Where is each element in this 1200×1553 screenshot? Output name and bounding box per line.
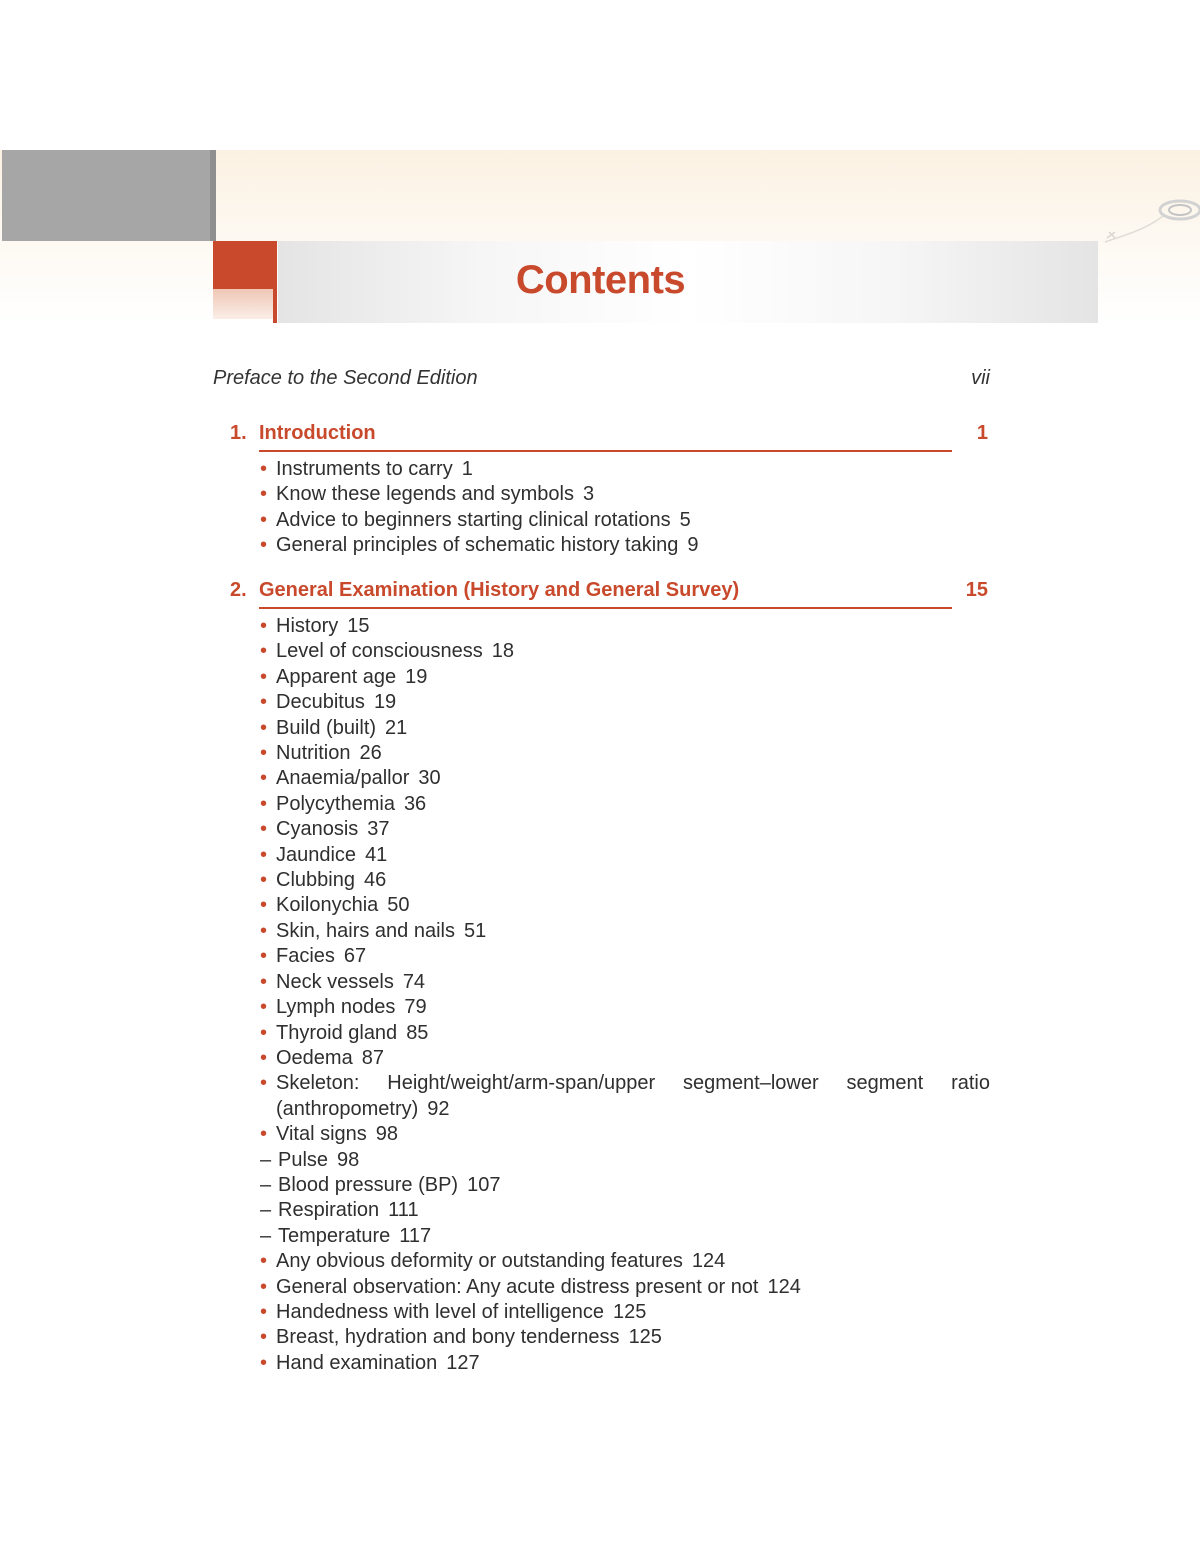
header-red-stem	[273, 289, 277, 323]
toc-item-page-number: 117	[399, 1224, 432, 1247]
toc-item	[260, 1046, 990, 1071]
toc-item-text: Jaundice	[276, 843, 357, 866]
toc-item-page-number: 92	[427, 1097, 450, 1120]
bullet-marker: •	[260, 508, 268, 531]
toc-item	[260, 970, 990, 995]
toc-subitem	[260, 1148, 990, 1173]
toc-item-text: Skeleton: Height/weight/arm-span/upper segment–lower segment ratio (anthropometry)	[276, 1072, 990, 1120]
toc-item	[260, 1275, 990, 1300]
toc-item-text: Polycythemia	[276, 792, 395, 815]
toc-item-text: General observation: Any acute distress present or not	[276, 1275, 759, 1298]
chapter-item-list	[260, 614, 990, 1376]
toc-item-text: Hand examination	[276, 1351, 438, 1374]
toc-item-page-number: 124	[691, 1250, 726, 1273]
bullet-marker: •	[260, 640, 268, 663]
toc-subitem	[260, 1173, 990, 1198]
toc-item-page-number: 125	[612, 1300, 647, 1323]
toc-item-page-number: 125	[628, 1326, 662, 1349]
toc-item-page-number: 46	[363, 869, 387, 892]
toc-item-text: Cyanosis	[276, 818, 359, 841]
bullet-marker: •	[260, 843, 268, 866]
toc-item-text: Blood pressure (BP)	[278, 1173, 459, 1196]
bullet-marker: •	[260, 919, 268, 942]
toc-item-page-number: 30	[418, 767, 441, 790]
bullet-marker: •	[260, 945, 268, 968]
toc-item	[260, 1351, 990, 1376]
bullet-marker: •	[260, 1326, 268, 1349]
toc-item-page-number: 87	[361, 1046, 384, 1069]
toc-item-text: Vital signs	[276, 1123, 367, 1146]
toc-item	[260, 741, 990, 766]
toc-item	[260, 893, 990, 918]
toc-item-page-number: 18	[491, 640, 515, 663]
toc-item	[260, 614, 990, 639]
bullet-marker: •	[260, 996, 268, 1019]
toc-item-page-number: 19	[405, 665, 428, 688]
toc-item	[260, 1325, 990, 1350]
bullet-marker: •	[260, 1046, 268, 1069]
toc-item	[260, 457, 990, 482]
bullet-marker: •	[260, 894, 268, 917]
toc-item-page-number: 98	[337, 1148, 360, 1171]
preface-page-number: vii	[971, 367, 990, 389]
toc-item	[260, 639, 990, 664]
toc-item-page-number: 21	[385, 716, 408, 739]
toc-item	[260, 690, 990, 715]
bullet-marker: •	[260, 1351, 268, 1374]
toc-item-text: Breast, hydration and bony tenderness	[276, 1326, 620, 1349]
toc-item	[260, 482, 990, 507]
toc-item	[260, 1071, 990, 1122]
chapter-heading	[230, 416, 990, 452]
chapter-item-list	[260, 457, 990, 559]
toc-item-text: Advice to beginners starting clinical rotations	[276, 508, 671, 531]
chapter-1	[230, 416, 990, 559]
toc-item	[260, 716, 990, 741]
toc-item	[260, 868, 990, 893]
toc-item	[260, 817, 990, 842]
bullet-marker: •	[260, 742, 268, 765]
toc-item-page-number: 3	[582, 483, 595, 506]
toc-item-page-number: 5	[679, 508, 691, 531]
toc-item	[260, 533, 990, 558]
dash-marker: –	[260, 1199, 272, 1222]
bullet-marker: •	[260, 1250, 268, 1273]
bullet-marker: •	[260, 818, 268, 841]
toc-item-page-number: 50	[387, 894, 410, 917]
toc-item-text: Level of consciousness	[276, 640, 483, 663]
toc-item-page-number: 51	[463, 919, 487, 942]
toc-item	[260, 843, 990, 868]
bullet-marker: •	[260, 716, 268, 739]
preface-title: Preface to the Second Edition	[213, 367, 478, 389]
toc-item-page-number: 19	[373, 691, 397, 714]
dash-marker: –	[260, 1173, 272, 1196]
toc-item	[260, 665, 990, 690]
toc-item-text: Facies	[276, 945, 335, 968]
toc-item-text: Temperature	[278, 1224, 391, 1247]
toc-item-text: Thyroid gland	[276, 1021, 398, 1044]
toc-item-text: Handedness with level of intelligence	[276, 1300, 604, 1323]
toc-item-page-number: 9	[687, 534, 699, 557]
toc-item-text: Clubbing	[276, 869, 355, 892]
toc-item-text: Build (built)	[276, 716, 377, 739]
toc-subitem	[260, 1198, 990, 1223]
toc-item-text: Pulse	[278, 1148, 329, 1171]
toc-item-page-number: 36	[403, 792, 427, 815]
toc-item	[260, 766, 990, 791]
toc-item-page-number: 127	[446, 1351, 480, 1374]
stethoscope-decoration-icon	[1095, 180, 1200, 250]
toc-subitem	[260, 1224, 990, 1249]
bullet-marker: •	[260, 792, 268, 815]
chapter-title: Introduction	[259, 422, 376, 444]
header-grey-block-edge	[210, 150, 216, 241]
bullet-marker: •	[260, 458, 268, 480]
chapter-page-number: 15	[965, 579, 988, 601]
toc-item	[260, 792, 990, 817]
toc-item-text: Skin, hairs and nails	[276, 919, 455, 942]
toc-item	[260, 508, 990, 533]
chapter-rule	[259, 450, 952, 452]
header-red-block	[213, 241, 277, 289]
toc-item	[260, 1122, 990, 1147]
toc-item-page-number: 85	[406, 1021, 429, 1044]
toc-item-text: History	[276, 615, 339, 637]
toc-item-text: Koilonychia	[276, 894, 379, 917]
dash-marker: –	[260, 1224, 272, 1247]
chapter-title: General Examination (History and General Survey)	[259, 579, 740, 601]
toc-item	[260, 1021, 990, 1046]
toc-item	[260, 1249, 990, 1274]
bullet-marker: •	[260, 1300, 268, 1323]
toc-item-text: Know these legends and symbols	[276, 483, 574, 506]
dash-marker: –	[260, 1148, 272, 1171]
toc-item-page-number: 1	[461, 458, 473, 480]
toc-item-page-number: 111	[388, 1199, 419, 1222]
chapter-2	[230, 573, 990, 1376]
bullet-marker: •	[260, 534, 268, 557]
chapter-number: 1.	[230, 422, 247, 444]
toc-item-text: Instruments to carry	[276, 458, 453, 480]
toc-item-text: General principles of schematic history taking	[276, 534, 679, 557]
toc-item-page-number: 98	[375, 1123, 399, 1146]
toc-item-text: Decubitus	[276, 691, 365, 714]
chapter-heading	[230, 573, 990, 609]
toc-item-page-number: 74	[402, 970, 426, 993]
bullet-marker: •	[260, 869, 268, 892]
toc-item-page-number: 79	[404, 996, 427, 1019]
toc-item-page-number: 15	[347, 615, 370, 637]
bullet-marker: •	[260, 665, 268, 688]
toc-item-page-number: 67	[343, 945, 367, 968]
toc-item-text: Apparent age	[276, 665, 397, 688]
toc-item-text: Neck vessels	[276, 970, 394, 993]
page-title: Contents	[515, 258, 686, 302]
chapter-page-number: 1	[976, 422, 988, 444]
toc-item-page-number: 37	[367, 818, 390, 841]
toc-item-text: Respiration	[278, 1199, 380, 1222]
bullet-marker: •	[260, 767, 268, 790]
bullet-marker: •	[260, 691, 268, 714]
bullet-marker: •	[260, 1123, 268, 1146]
toc-item-text: Oedema	[276, 1046, 353, 1069]
toc-item-text: Nutrition	[276, 742, 351, 765]
bullet-marker: •	[260, 1275, 268, 1298]
toc-item-text: Anaemia/pallor	[276, 767, 410, 790]
chapter-number: 2.	[230, 579, 247, 601]
bullet-marker: •	[260, 1021, 268, 1044]
toc-item-page-number: 107	[467, 1173, 501, 1196]
bullet-marker: •	[260, 483, 268, 506]
toc-item-text: Any obvious deformity or outstanding features	[276, 1250, 683, 1273]
toc-item	[260, 1300, 990, 1325]
toc-item	[260, 944, 990, 969]
header-red-fade	[213, 289, 277, 319]
toc-item-page-number: 124	[767, 1275, 801, 1298]
bullet-marker: •	[260, 970, 268, 993]
header-grey-block	[2, 150, 216, 241]
toc-item-page-number: 26	[359, 742, 382, 765]
chapter-rule	[259, 607, 952, 609]
toc-item	[260, 919, 990, 944]
bullet-marker: •	[260, 1072, 268, 1095]
bullet-marker: •	[260, 615, 268, 637]
toc-item-page-number: 41	[365, 843, 388, 866]
toc-item	[260, 995, 990, 1020]
toc-item-text: Lymph nodes	[276, 996, 396, 1019]
